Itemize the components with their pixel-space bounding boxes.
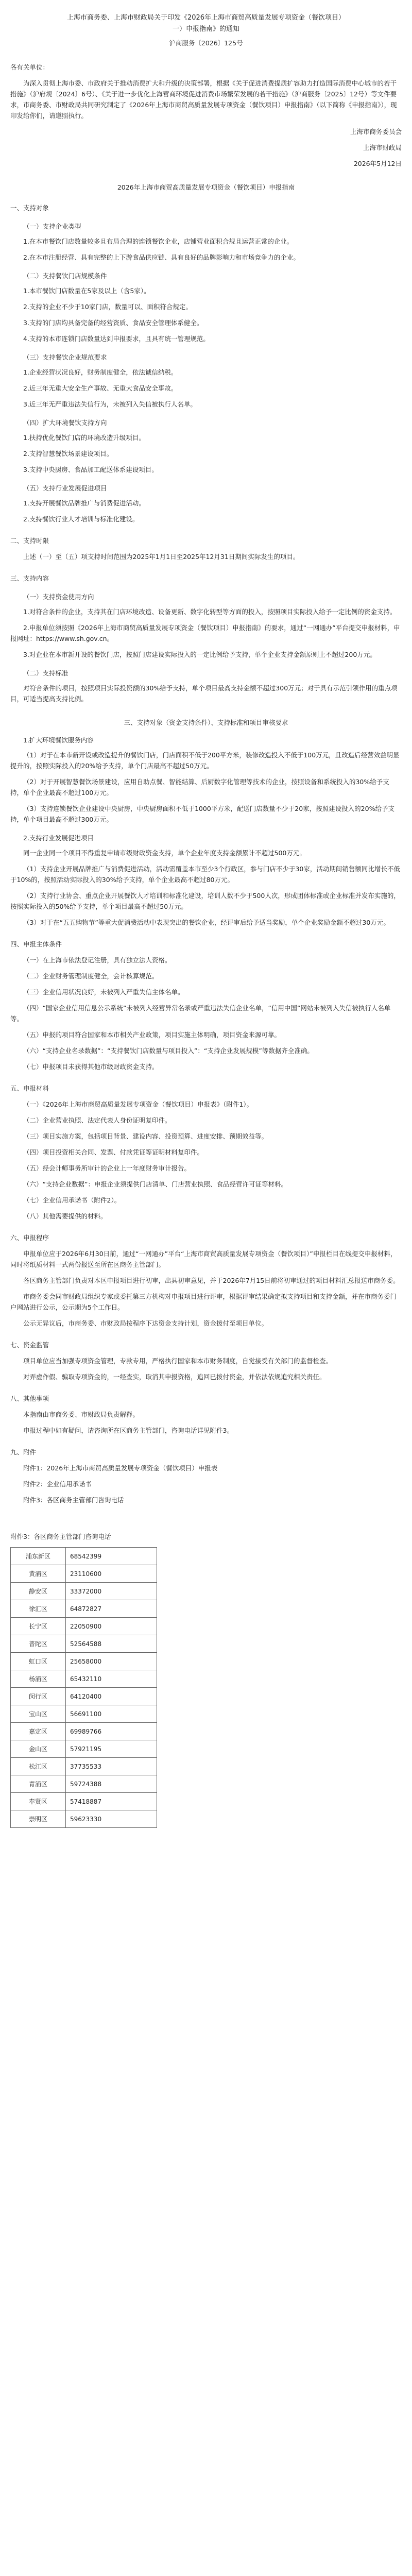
list-item: 1.本市餐饮门店数量在5家及以上（含5家）。 — [23, 287, 150, 295]
list-item: （五）申报的项目符合国家和本市相关产业政策，项目实施主体明确，项目资金来源可靠。 — [23, 1031, 281, 1039]
table-row — [11, 1705, 157, 1723]
attachment-item: 附件2：企业信用承诺书 — [23, 1480, 92, 1488]
list-item: 4.支持的本市连锁门店数量达到申报要求，且具有统一管理规范。 — [23, 335, 210, 343]
section-7-title: 七、资金监管 — [10, 1341, 49, 1349]
list-item: （八）其他需要提供的材料。 — [23, 1212, 107, 1220]
paragraph: （2）支持行业协会、重点企业开展餐饮人才培训和标准化建设，培训人数不少于500人次，形成团体标准或企业标准并发布实施的，按照实际投入的50%给予支持，单个项目最高不超过50万元。 — [10, 892, 400, 910]
list-item: 2.支持餐饮行业人才培训与标准化建设。 — [23, 515, 139, 523]
list-item: 1.在本市餐饮门店数量较多且布局合理的连锁餐饮企业，店铺营业面积合规且运营正常的企业。 — [23, 238, 294, 245]
district-cell: 奉贤区 — [11, 1793, 66, 1810]
table-row — [11, 1688, 157, 1705]
attachment-item: 附件3：各区商务主管部门咨询电话 — [23, 1496, 124, 1504]
list-item: 3.支持的门店均具备完备的经营资质、食品安全管理体系健全。 — [23, 319, 203, 327]
district-cell: 虹口区 — [11, 1653, 66, 1670]
paragraph: 申报单位应于2026年6月30日前，通过“一网通办”平台“上海市商贸高质量发展专项资金（餐饮项目）”申报栏目在线提交申报材料，同时将纸质材料一式两份报送至所在区商务主管部门。 — [10, 1250, 397, 1268]
table-row — [11, 1548, 157, 1565]
title-line-1: 上海市商务委、上海市财政局关于印发《2026年上海市商贸高质量发展专项资金（餐饮项目） — [66, 14, 346, 22]
table-row — [11, 1600, 157, 1618]
district-cell: 嘉定区 — [11, 1723, 66, 1740]
phone-cell: 68542399 — [66, 1548, 157, 1565]
section-3-sub-2: （二）支持标准 — [23, 669, 68, 677]
paragraph: 市商务委会同市财政局组织专家或委托第三方机构对申报项目进行评审，根据评审结果确定拟支持项目和支持金额，并在市商务委门户网站进行公示，公示期为5个工作日。 — [10, 1293, 397, 1311]
section-1-title: 一、支持对象 — [10, 204, 49, 212]
phone-cell: 59724388 — [66, 1775, 157, 1793]
paragraph: 申报过程中如有疑问，请咨询所在区商务主管部门，咨询电话详见附件3。 — [23, 1427, 233, 1434]
phone-cell: 37735533 — [66, 1758, 157, 1775]
section-3-heading-b: 2.支持行业发展促进项目 — [23, 834, 94, 842]
paragraph: （3）对于在“五五购物节”等重大促消费活动中表现突出的餐饮企业，经评审后给予适当奖励，单个企业奖励金额不超过30万元。 — [23, 919, 390, 926]
list-item: （四）项目投资相关合同、发票、付款凭证等证明材料复印件。 — [23, 1148, 204, 1156]
list-item: （五）经会计师事务所审计的企业上一年度财务审计报告。 — [23, 1164, 191, 1172]
section-1-sub-3: （三）支持餐饮企业规范要求 — [23, 353, 107, 361]
list-item: 2.支持智慧餐饮场景建设项目。 — [23, 450, 113, 457]
list-item: （七）企业信用承诺书（附件2）。 — [23, 1196, 121, 1204]
table-row — [11, 1618, 157, 1635]
section-3-title: 三、支持内容 — [10, 574, 49, 582]
list-item: （四）“国家企业信用信息公示系统”未被列入经营异常名录或严重违法失信企业名单，“信用中国”网站未被列入失信被执行人名单等。 — [10, 1004, 391, 1023]
section-3-heading-a: 1.扩大环境餐饮服务内容 — [23, 736, 94, 744]
paragraph: （1）对于在本市新开设或改造提升的餐饮门店，门店面积不低于200平方米，装修改造投入不低于100万元，且改造后经营效益明显提升的，按照实际投入的20%给予支持，单个门店最高不超过50万元。 — [10, 751, 400, 770]
phone-cell: 57921195 — [66, 1740, 157, 1758]
list-item: （一）《2026年上海市商贸高质量发展专项资金（餐饮项目）申报表》（附件1）。 — [23, 1100, 253, 1108]
table-row — [11, 1793, 157, 1810]
table-row — [11, 1653, 157, 1670]
list-item: 2.近三年无重大安全生产事故、无重大食品安全事故。 — [23, 384, 178, 392]
table-row — [11, 1758, 157, 1775]
list-item: 1.扶持优化餐饮门店的环境改造升级项目。 — [23, 434, 145, 442]
list-item: 2.支持的企业不少于10家门店，数量可以、面积符合规定。 — [23, 303, 192, 311]
table-row — [11, 1583, 157, 1600]
addressee: 各有关单位： — [10, 63, 49, 71]
list-item: 1.支持开展餐饮品牌推广与消费促进活动。 — [23, 499, 145, 507]
section-1-sub-1: （一）支持企业类型 — [23, 223, 81, 230]
phone-cell: 33372000 — [66, 1583, 157, 1600]
phone-cell: 52564588 — [66, 1635, 157, 1653]
section-8-title: 八、其他事项 — [10, 1395, 49, 1402]
paragraph: 各区商务主管部门负责对本区申报项目进行初审，出具初审意见，并于2026年7月15日前将初审通过的项目材料汇总报送市商务委。 — [23, 1277, 400, 1284]
district-cell: 宝山区 — [11, 1705, 66, 1723]
list-item: （七）申报项目未获得其他市级财政资金支持。 — [23, 1063, 159, 1071]
phone-cell: 65432110 — [66, 1670, 157, 1688]
phone-cell: 56691100 — [66, 1705, 157, 1723]
signing-date: 2026年5月12日 — [353, 160, 402, 167]
district-cell: 普陀区 — [11, 1635, 66, 1653]
list-item: （三）企业信用状况良好，未被列入严重失信主体名单。 — [23, 988, 184, 996]
guide-title: 2026年上海市商贸高质量发展专项资金（餐饮项目）申报指南 — [117, 183, 295, 191]
section-3-sub-1: （一）支持资金使用方向 — [23, 593, 94, 601]
table-row — [11, 1565, 157, 1583]
table-row — [11, 1670, 157, 1688]
phone-cell: 25658000 — [66, 1653, 157, 1670]
document-title — [10, 12, 402, 35]
intro-paragraph: 为深入贯彻上海市委、市政府关于推动消费扩大和升级的决策部署，根据《关于促进消费提质扩容助力打造国际消费中心城市的若干措施》（沪府规〔2024〕6号）、《关于进一步优化上海营商环境促进消费市场繁荣发展的若干措施》（沪商服务〔2025〕12号）等文件要求，市商务委、市财政局共同研究制定了《2026年上海市商贸高质量发展专项资金（餐饮项目）申报指南》（以下简称《申报指南》），现印发给你们，请遵照执行。 — [10, 79, 397, 120]
document-number: 沪商服务〔2026〕125号 — [169, 39, 243, 47]
district-cell: 闵行区 — [11, 1688, 66, 1705]
district-cell: 浦东新区 — [11, 1548, 66, 1565]
paragraph: 1.对符合条件的企业，支持其在门店环境改造、设备更新、数字化转型等方面的投入，按照项目实际投入给予一定比例的资金支持。 — [23, 608, 397, 616]
paragraph: 2.申报单位须按照《2026年上海市商贸高质量发展专项资金（餐饮项目）申报指南》的要求，通过“一网通办”平台提交申报材料，申报网址：https://www.sh.gov.cn。 — [10, 624, 400, 642]
section-4-title: 四、申报主体条件 — [10, 940, 62, 948]
signer-org-2: 上海市财政局 — [363, 144, 402, 151]
paragraph: 对符合条件的项目，按照项目实际投资额的30%给予支持，单个项目最高支持金额不超过300万元；对于具有示范引领作用的重点项目，可适当提高支持比例。 — [10, 684, 398, 703]
section-9-title: 九、附件 — [10, 1448, 37, 1456]
list-item: （三）项目实施方案，包括项目背景、建设内容、投资预算、进度安排、预期效益等。 — [23, 1132, 268, 1140]
section-1-sub-4: （四）扩大环境餐饮支持方向 — [23, 419, 107, 427]
list-item: （一）在上海市依法登记注册，具有独立法人资格。 — [23, 956, 171, 964]
phone-cell: 64872827 — [66, 1600, 157, 1618]
paragraph: （1）支持企业开展品牌推广与消费促进活动，活动需覆盖本市至少3个行政区，参与门店不少于30家，活动期间销售额同比增长不低于10%的，按照活动实际投入的30%给予支持，单个企业最高不超过80万元。 — [10, 865, 400, 884]
phone-cell: 23110600 — [66, 1565, 157, 1583]
table-row — [11, 1775, 157, 1793]
section-1-sub-5: （五）支持行业发展促进项目 — [23, 484, 107, 492]
phone-cell: 64120400 — [66, 1688, 157, 1705]
paragraph: （2）对于开展智慧餐饮场景建设，应用自助点餐、智能结算、后厨数字化管理等技术的企业，按照设备和系统投入的30%给予支持，单个企业最高不超过100万元。 — [10, 778, 389, 796]
phone-cell: 59623330 — [66, 1810, 157, 1828]
phone-cell: 22050900 — [66, 1618, 157, 1635]
section-2-title: 二、支持时限 — [10, 537, 49, 545]
title-line-2: 一）申报指南》的通知 — [172, 25, 239, 33]
contacts-caption: 附件3：各区商务主管部门咨询电话 — [10, 1533, 111, 1540]
list-item: （二）企业营业执照、法定代表人身份证明复印件。 — [23, 1116, 171, 1124]
table-row — [11, 1740, 157, 1758]
signer-org-1: 上海市商务委员会 — [350, 128, 402, 135]
contacts-table — [10, 1547, 157, 1828]
district-cell: 黄浦区 — [11, 1565, 66, 1583]
section-6-title: 六、申报程序 — [10, 1234, 49, 1242]
list-item: 3.近三年无严重违法失信行为，未被列入失信被执行人名单。 — [23, 400, 197, 408]
section-5-title: 五、申报材料 — [10, 1084, 49, 1092]
district-cell: 金山区 — [11, 1740, 66, 1758]
list-item: （二）企业财务管理制度健全，会计核算规范。 — [23, 972, 159, 980]
list-item: （六）“支持企业数据”：申报企业须提供门店清单、门店营业执照、食品经营许可证等材料。 — [23, 1180, 287, 1188]
district-cell: 青浦区 — [11, 1775, 66, 1793]
attachment-item: 附件1：2026年上海市商贸高质量发展专项资金（餐饮项目）申报表 — [23, 1464, 218, 1472]
section-3-sub-3: 三、支持对象（资金支持条件）、支持标准和项目审核要求 — [124, 719, 288, 726]
district-cell: 杨浦区 — [11, 1670, 66, 1688]
paragraph: 公示无异议后，市商务委、市财政局按程序下达资金支持计划，资金拨付至项目单位。 — [23, 1319, 268, 1327]
section-1-sub-2: （二）支持餐饮门店规模条件 — [23, 272, 107, 280]
phone-cell: 57418887 — [66, 1793, 157, 1810]
district-cell: 长宁区 — [11, 1618, 66, 1635]
paragraph: （3）支持连锁餐饮企业建设中央厨房，中央厨房面积不低于1000平方米，配送门店数量不少于20家，按照建设投入的20%给予支持，单个项目最高不超过300万元。 — [10, 805, 394, 823]
table-row — [11, 1723, 157, 1740]
paragraph: 项目单位应当加强专项资金管理，专款专用，严格执行国家和本市财务制度，自觉接受有关部门的监督检查。 — [23, 1357, 333, 1365]
list-item: 1.企业经营状况良好，财务制度健全，依法诚信纳税。 — [23, 368, 178, 376]
list-item: （六）“支持企业名录数据”：“支持餐饮门店数量与项目投入”：“支持企业发展规模”等数据齐全准确。 — [23, 1047, 314, 1055]
district-cell: 静安区 — [11, 1583, 66, 1600]
document — [10, 0, 402, 1828]
list-item: 3.支持中央厨房、食品加工配送体系建设项目。 — [23, 466, 158, 473]
paragraph: 3.对企业在本市新开设的餐饮门店，按照门店建设实际投入的一定比例给予支持，单个企业支持金额原则上不超过200万元。 — [23, 651, 376, 658]
phone-cell: 69989766 — [66, 1723, 157, 1740]
district-cell: 徐汇区 — [11, 1600, 66, 1618]
section-2-text: 上述（一）至（五）项支持时间范围为2025年1月1日至2025年12月31日期间实际发生的项目。 — [23, 553, 300, 561]
district-cell: 松江区 — [11, 1758, 66, 1775]
paragraph: 本指南由市商务委、市财政局负责解释。 — [23, 1411, 140, 1418]
table-row — [11, 1810, 157, 1828]
district-cell: 崇明区 — [11, 1810, 66, 1828]
paragraph: 同一企业同一个项目不得重复申请市级财政资金支持，单个企业年度支持金额累计不超过500万元。 — [23, 849, 306, 857]
table-row — [11, 1635, 157, 1653]
paragraph: 对弄虚作假、骗取专项资金的，一经查实，取消其申报资格，追回已拨付资金，并依法依规追究相关责任。 — [23, 1373, 326, 1381]
list-item: 2.在本市注册经营、具有完整的上下游食品供应链、具有良好的品牌影响力和市场竞争力的企业。 — [23, 253, 300, 261]
